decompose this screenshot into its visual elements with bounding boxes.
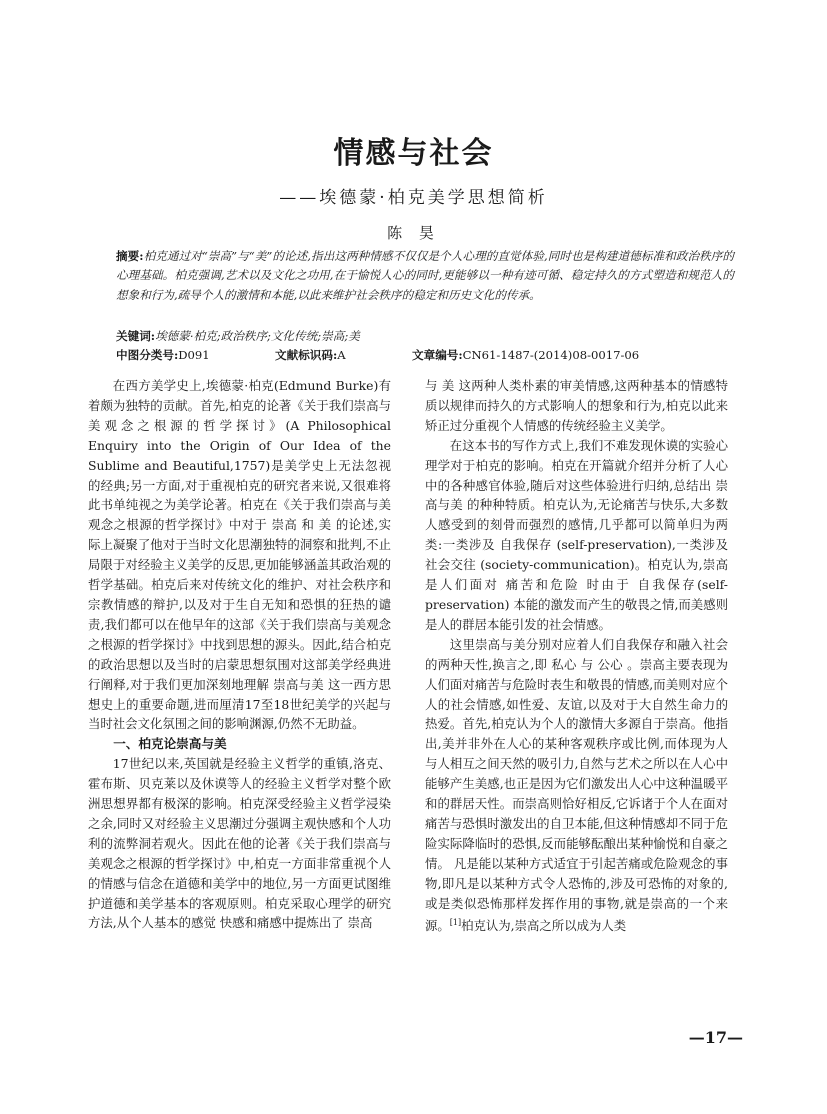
- article-subtitle: ——埃德蒙·柏克美学思想简析: [279, 188, 548, 208]
- section-heading: 一、柏克论崇高与美: [113, 736, 227, 752]
- paragraph: 这里崇高与美分别对应着人们自我保存和融入社会的两种天性,换言之,即 私心 与 公心 。崇高主要表现为人们面对痛苦与危险时表生和敬畏的情感,而美则对应个人的社会情感,如性爱、友谊,以及对于大自然生命力的热爱。首先,柏克认为个人的激情大多源自于崇高。他指出,美并非外在人心的某种客观秩序或比例,而体现为人与人相互之间天然的吸引力,自然与艺术之所以在人心中能够产生美感,也正是因为它们激发出人心中这种温暖平和的群居天性。而崇高则恰好相反,它诉诸于个人在面对痛苦与恐惧时激发出的自卫本能,但这种情感却不同于危险实际降临时的恐惧,反而能够酝酿出某种愉悦和自豪之情。 凡是能以某种方式适宜于引起苦痛或危险观念的事物,即凡是以某种方式令人恐怖的,涉及可恐怖的对象的,或是类似恐怖那样发挥作用的事物,就是崇高的一个来源。[1]柏克认为,崇高之所以成为人类: [425, 636, 728, 934]
- page-number: —17—: [688, 1028, 743, 1047]
- article-number: 文章编号:CN61-1487-(2014)08-0017-06: [412, 348, 640, 362]
- abstract-text: 柏克通过对“崇高”与“美”的论述,指出这两种情感不仅仅是个人心理的直觉体验,同时也是构建道德标准和政治秩序的心理基础。柏克强调,艺术以及文化之功用,在于愉悦人心的同时,更能够以一种有迹可循、稳定持久的方式塑造和规范人的想象和行为,疏导个人的激情和本能,以此来维护社会秩序的稳定和历史文化的传承。: [116, 249, 734, 302]
- citation-marker: [1]: [449, 918, 462, 928]
- paragraph: 在西方美学史上,埃德蒙·柏克(Edmund Burke)有着颇为独特的贡献。首先,柏克的论著《关于我们崇高与美观念之根源的哲学探讨》(A Philosophical Enquiry into the Origin of Our Idea of the Sublime and Beautiful,1757)是美学史上无法忽视的经典;另一方面,对于重视柏克的研究者来说,又很难将此书单纯视之为美学论著。柏克在《关于我们崇高与美观念之根源的哲学探讨》中对于 崇高 和 美 的论述,实际上凝聚了他对于当时文化思潮独特的洞察和批判,不止局限于对经验主义美学的反思,更加能够涵盖其政治观的哲学基础。柏克后来对传统文化的维护、对社会秩序和宗教情感的辩护,以及对于生自无知和恐惧的狂热的谴责,我们都可以在他早年的这部《关于我们崇高与美观念之根源的哲学探讨》中找到思想的源头。因此,结合柏克的政治思想以及当时的启蒙思想氛围对这部美学经典进行阐释,对于我们更加深刻地理解 崇高与美 这一西方思想史上的重要命题,进而厘清17至18世纪美学的兴起与当时社会文化氛围之间的影响渊源,仍然不无助益。: [88, 378, 391, 732]
- paragraph-continued: 与 美 这两种人类朴素的审美情感,这两种基本的情感特质以规律而持久的方式影响人的想象和行为,柏克以此来矫正过分重视个人情感的传统经验主义美学。: [425, 378, 728, 433]
- abstract-label: 摘要:: [116, 249, 144, 263]
- article-author: 陈 昊: [387, 224, 440, 242]
- right-column: [425, 376, 728, 937]
- abstract: [116, 247, 734, 305]
- document-code: 文献标识码:A: [275, 348, 346, 362]
- keywords: [116, 328, 734, 344]
- left-column: [88, 376, 391, 933]
- keywords-label: 关键词:: [116, 329, 156, 343]
- clc-number: 中图分类号:D091: [116, 348, 210, 362]
- article-title: 情感与社会: [333, 136, 494, 171]
- paragraph: 17世纪以来,英国就是经验主义哲学的重镇,洛克、霍布斯、贝克莱以及休谟等人的经验主义哲学对整个欧洲思想界都有极深的影响。柏克深受经验主义哲学浸染之余,同时又对经验主义思潮过分强调主观快感和个人功利的流弊洞若观火。因此在他的论著《关于我们崇高与美观念之根源的哲学探讨》中,柏克一方面非常重视个人的情感与信念在道德和美学中的地位,另一方面更试图维护道德和美学基本的客观原则。柏克采取心理学的研究方法,从个人基本的感觉 快感和痛感中提炼出了 崇高: [88, 756, 391, 931]
- paragraph: 在这本书的写作方式上,我们不难发现休谟的实验心理学对于柏克的影响。柏克在开篇就介绍并分析了人心中的各种感官体验,随后对这些体验进行归纳,总结出 崇高与美 的种种特质。柏克认为,无论痛苦与快乐,大多数人感受到的刻骨而强烈的感情,几乎都可以简单归为两类:一类涉及 自我保存 (self-preservation),一类涉及 社会交往 (society-communication)。柏克认为,崇高是人们面对 痛苦和危险 时由于 自我保存(self-preservation) 本能的激发而产生的敬畏之情,而美感则是人的群居本能引发的社会情感。: [425, 437, 728, 632]
- keywords-text: 埃德蒙·柏克;政治秩序;文化传统;崇高;美: [155, 329, 360, 343]
